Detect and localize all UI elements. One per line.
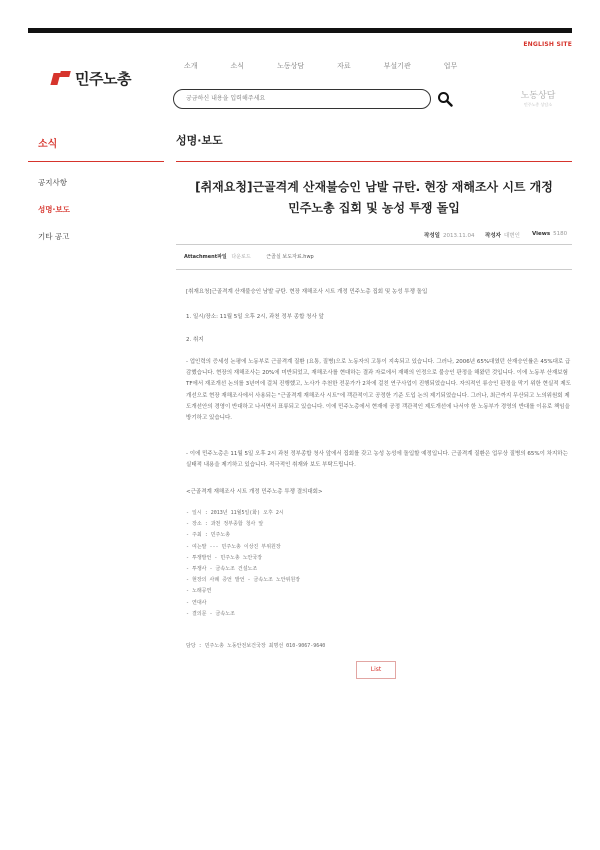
search-input[interactable] bbox=[184, 94, 418, 103]
nav-item-counsel[interactable]: 노동상담 bbox=[277, 62, 305, 70]
attachment-divider bbox=[176, 269, 572, 270]
schedule-item: - 주최 : 민주노총 bbox=[186, 532, 231, 539]
headline-line-2: 민주노총 집회 및 농성 투쟁 돌입 bbox=[288, 201, 460, 215]
sidebar-item-other-notices[interactable]: 기타 공고 bbox=[38, 232, 70, 241]
list-button[interactable]: List bbox=[356, 661, 396, 679]
nav-item-about[interactable]: 소개 bbox=[184, 62, 198, 70]
sidebar-divider bbox=[28, 161, 164, 162]
headline-line-1: [취재요청]근골격계 산재불승인 남발 규탄. 현장 재해조사 시트 개정 bbox=[195, 180, 553, 194]
nav-item-resources[interactable]: 자료 bbox=[337, 62, 351, 70]
schedule-item: - 일시 : 2013년 11월5일(화) 오후 2시 bbox=[186, 510, 284, 516]
search-button[interactable] bbox=[437, 91, 453, 107]
top-bar bbox=[28, 28, 572, 33]
date-value: 2013.11.04 bbox=[442, 233, 475, 239]
nav-item-news[interactable]: 소식 bbox=[230, 62, 245, 70]
schedule-item: - 여는말 --- 민주노총 이상진 부위원장 bbox=[186, 543, 281, 550]
views-value: 5180 bbox=[553, 231, 568, 237]
sidebar-item-notice[interactable]: 공지사항 bbox=[38, 178, 67, 187]
page-title: 성명·보도 bbox=[176, 134, 223, 147]
download-label: 다운로드 bbox=[231, 254, 251, 260]
content-title: [취재요청]근골격계 산재불승인 남발 규탄. 현장 재해조사 시트 개정 민주노총 집회 및 농성 투쟁 돌입 bbox=[186, 289, 428, 295]
author-label: 작성자 bbox=[485, 233, 501, 239]
search-icon bbox=[437, 91, 453, 107]
attachment-row bbox=[184, 253, 314, 260]
date-label: 작성일 bbox=[424, 233, 440, 239]
sidebar-item-statements[interactable]: 성명·보도 bbox=[38, 205, 70, 214]
counsel-link[interactable] bbox=[518, 88, 558, 108]
nav-item-institutes[interactable]: 부설기관 bbox=[383, 62, 411, 70]
logo-mark-icon bbox=[52, 71, 72, 87]
content-paragraph-2: 2. 취지 bbox=[186, 337, 204, 343]
meta-divider bbox=[176, 244, 572, 245]
content-paragraph-1: 1. 일시/장소: 11월 5일 오후 2시, 과천 정부 종합 청사 앞 bbox=[186, 314, 324, 320]
logo[interactable] bbox=[52, 68, 131, 89]
schedule-item: - 노래공연 bbox=[186, 588, 212, 595]
post-headline bbox=[176, 177, 572, 219]
meta-author bbox=[485, 231, 520, 239]
content-paragraph-3: - 업인력의 증세성 논평에 노동부로 근골격계 질환 (요통, 질병)으로 노동자의 고통이 지속되고 있습니다. 그러나, 2006년 65%대였던 산재승인률은 45%대로 급감했습니다. 현장의 재해조사는 20%에 미반되었고, 재해조사를 현대하는 결과 자료에서 재해의 인정으로 불승인 판정을 해왔던 것입니다. 이에 노동부 산재보험 TF에서 재조개선 논의를 3년여에 걸쳐 진행했고, 노사가 추천한 전문가가 2차에 걸친 연구사업이 진행되었습니다. 자의적인 류승인 판정을 막기 위한 현실적 제도개선으로 현장 재해조사에서 사용되는 "근골격계 재해조사 시트"에 객관적이고 공정한 기준 도입 논의 제기되었습니다. 그러나, 최근까지 무산되고 노의위원회 제도개선안의 경영이 반대하고 나서면서 표류되고 있습니다. 이에 민주노총에서 현재에 공정 객관적인 제도개선에 나서야 한 노동부가 경영의 반대를 이유로 책임을 방기하고 있습니다. bbox=[186, 359, 571, 422]
schedule-item: - 투쟁사 - 금속노조 건설노조 bbox=[186, 566, 258, 573]
english-site-link[interactable]: ENGLISH SITE bbox=[523, 41, 572, 48]
content-paragraph-4: - 이에 민주노총은 11월 5일 오후 2시 과천 정부종합 청사 앞에서 집회를 갖고 농성 농성에 돌입할 예정입니다. 근골격계 질환은 업무상 질병의 65%이 차지하는 실태적 내용을 제기하고 있습니다. 적극적인 취재와 보도 부탁드립니다. bbox=[186, 451, 568, 469]
meta-views bbox=[532, 231, 567, 237]
schedule-item: - 투쟁발언 - 민주노총 노안국장 bbox=[186, 554, 263, 561]
nav-item-work[interactable]: 업무 bbox=[443, 62, 458, 70]
schedule-list bbox=[186, 508, 571, 620]
counsel-subtitle: 민주노총 상담소 bbox=[523, 102, 553, 107]
attachment-label: Attachment파일 bbox=[184, 254, 227, 260]
schedule-item: - 현장의 사례 증언 발언 - 금속노조 노안위원장 bbox=[186, 577, 301, 584]
sidebar-title: 소식 bbox=[38, 139, 58, 150]
meta-date bbox=[424, 231, 474, 239]
views-label: Views bbox=[532, 231, 551, 237]
global-nav bbox=[184, 61, 490, 71]
logo-text: 민주노총 bbox=[75, 70, 131, 88]
contact-line: 담당 : 민주노총 노동안전보건국장 최명선 010-9067-9640 bbox=[186, 643, 326, 649]
schedule-item: - 결의문 - 금속노조 bbox=[186, 610, 235, 617]
content-paragraph-5: <근골격계 재해조사 시트 개정 민주노총 투쟁 결의대회> bbox=[186, 489, 323, 495]
counsel-title: 노동상담 bbox=[520, 91, 556, 101]
schedule-item: - 장소 : 과천 정부종합 청사 앞 bbox=[186, 521, 264, 528]
schedule-item: - 연대사 bbox=[186, 599, 207, 606]
author-value: 대변인 bbox=[503, 233, 520, 239]
search-box bbox=[173, 89, 431, 109]
title-divider bbox=[176, 161, 572, 162]
attachment-file-link[interactable]: 근골실 보도자료.hwp bbox=[266, 254, 314, 260]
